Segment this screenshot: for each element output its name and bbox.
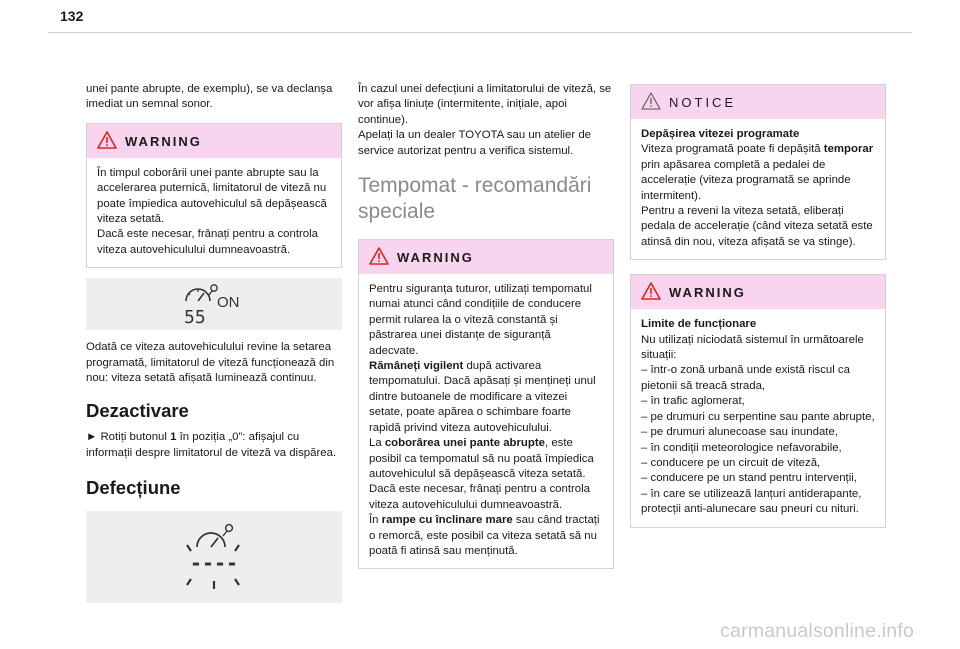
warning-text-1: În timpul coborârii unei pante abrupte sau la accelerarea puternică, limitatorul de viteză nu poate împiedica autovehiculul să depășească viteza setată. — [97, 166, 327, 226]
list-item: – conducere pe un circuit de viteză, — [641, 456, 821, 469]
list-item: – pe drumuri alunecoase sau inundate, — [641, 426, 838, 439]
dezactivare-heading: Dezactivare — [86, 400, 189, 422]
warning-title: WARNING — [125, 133, 202, 149]
list-item: – pe drumuri cu serpentine sau pante abrupte, — [641, 410, 875, 423]
notice-text-2: Pentru a reveni la viteza setată, eliberați pedala de accelerație (când viteza setată este atinsă din nou, viteza afișată se va stinge). — [641, 205, 873, 248]
list-item: – în condiții meteorologice nefavorabile, — [641, 441, 842, 454]
notice-triangle-icon — [641, 92, 661, 110]
speed-limiter-fault-icon — [169, 517, 259, 597]
top-divider — [48, 32, 912, 33]
column-1 — [86, 82, 342, 603]
warning-header — [87, 124, 341, 158]
warning-triangle-icon — [97, 131, 117, 149]
list-item: – în trafic aglomerat, — [641, 395, 745, 408]
limiter-fault-illustration — [86, 511, 342, 603]
column-3 — [630, 84, 886, 528]
list-item: – într-o zonă urbană unde există riscul ca pietonii să treacă strada, — [641, 364, 850, 392]
notice-box — [630, 84, 886, 260]
notice-heading: Depășirea vitezei programate — [641, 128, 800, 140]
speed-digits: 55 — [184, 307, 206, 326]
limits-intro: Nu utilizați niciodată sistemul în următoarele situații: — [641, 333, 864, 362]
warning-triangle-icon — [641, 282, 661, 300]
tempomat-warning-2: Rămâneți vigilent după activarea tempomatului. Dacă apăsați și mențineți unul dintre butoanele de modificare a vitezei setate, poate apărea o schimbare foarte rapidă privind viteza autovehiculului. — [369, 360, 596, 434]
col1-intro: unei pante abrupte, de exemplu), se va declanșa imediat un semnal sonor. — [86, 83, 333, 111]
notice-text-1: Viteza programată poate fi depășită temporar prin apăsarea completă a pedalei de accelerație (viteza programată se aprinde intermitent). — [641, 143, 874, 202]
page-number: 132 — [60, 8, 84, 24]
tempomat-warning-4: În rampe cu înclinare mare sau când tractați o remorcă, este posibil ca viteza setată să nu poată fi atinsă sau menținută. — [369, 514, 600, 557]
dezactivare-text: ► Rotiți butonul 1 în poziția „0”: afișajul cu informații despre limitatorul de viteză va dispărea. — [86, 431, 337, 459]
notice-title: NOTICE — [669, 95, 737, 110]
warning-text-2: Dacă este necesar, frânați pentru a controla viteza autovehiculului dumneavoastră. — [97, 228, 318, 256]
defectiune-heading: Defecțiune — [86, 477, 181, 499]
tempomat-warning-1: Pentru siguranța tuturor, utilizați tempomatul numai atunci când condițiile de conducere permit rularea la o viteză constantă și păstrarea unei distanțe de siguranță adecvate. — [369, 283, 592, 357]
dash-display: ---- — [189, 551, 239, 576]
column-2 — [358, 82, 614, 569]
limiter-on-illustration — [86, 278, 342, 330]
on-label: ON — [217, 294, 240, 312]
warning-title: WARNING — [397, 250, 474, 266]
col2-intro-2: Apelați la un dealer TOYOTA sau un atelier de service autorizat pentru a verifica sistemul. — [358, 129, 592, 157]
speed-limiter-on-icon — [174, 283, 254, 325]
list-item: – conducere pe un stand pentru intervenții, — [641, 472, 857, 485]
tempomat-heading: Tempomat - recomandări speciale — [358, 174, 592, 224]
warning-box-2 — [358, 239, 614, 569]
notice-header — [631, 85, 885, 119]
col2-intro-1: În cazul unei defecțiuni a limitatorului de viteză, se vor afișa liniuțe (intermitente, inițiale, apoi continue). — [358, 83, 612, 126]
tempomat-warning-3: La coborârea unei pante abrupte, este posibil ca tempomatul să nu poată împiedica autovehiculul să depășească viteza setată. Dacă este necesar, frânați pentru a controla viteza autovehiculului dumneavoastră. — [369, 437, 594, 511]
list-item: – în care se utilizează lanțuri antiderapante, protecții anti-alunecare sau pneuri cu nituri. — [641, 487, 862, 516]
after-image-text: Odată ce viteza autovehiculului revine la setarea programată, limitatorul de viteză funcționează din nou: viteza setată afișată luminează continuu. — [86, 341, 335, 385]
warning-title: WARNING — [669, 285, 746, 301]
watermark: carmanualsonline.info — [720, 620, 914, 642]
warning-header — [359, 240, 613, 274]
warning-header — [631, 275, 885, 309]
limits-heading: Limite de funcționare — [641, 318, 757, 331]
warning-box-1 — [86, 123, 342, 268]
warning-triangle-icon — [369, 247, 389, 265]
warning-box-3 — [630, 274, 886, 527]
